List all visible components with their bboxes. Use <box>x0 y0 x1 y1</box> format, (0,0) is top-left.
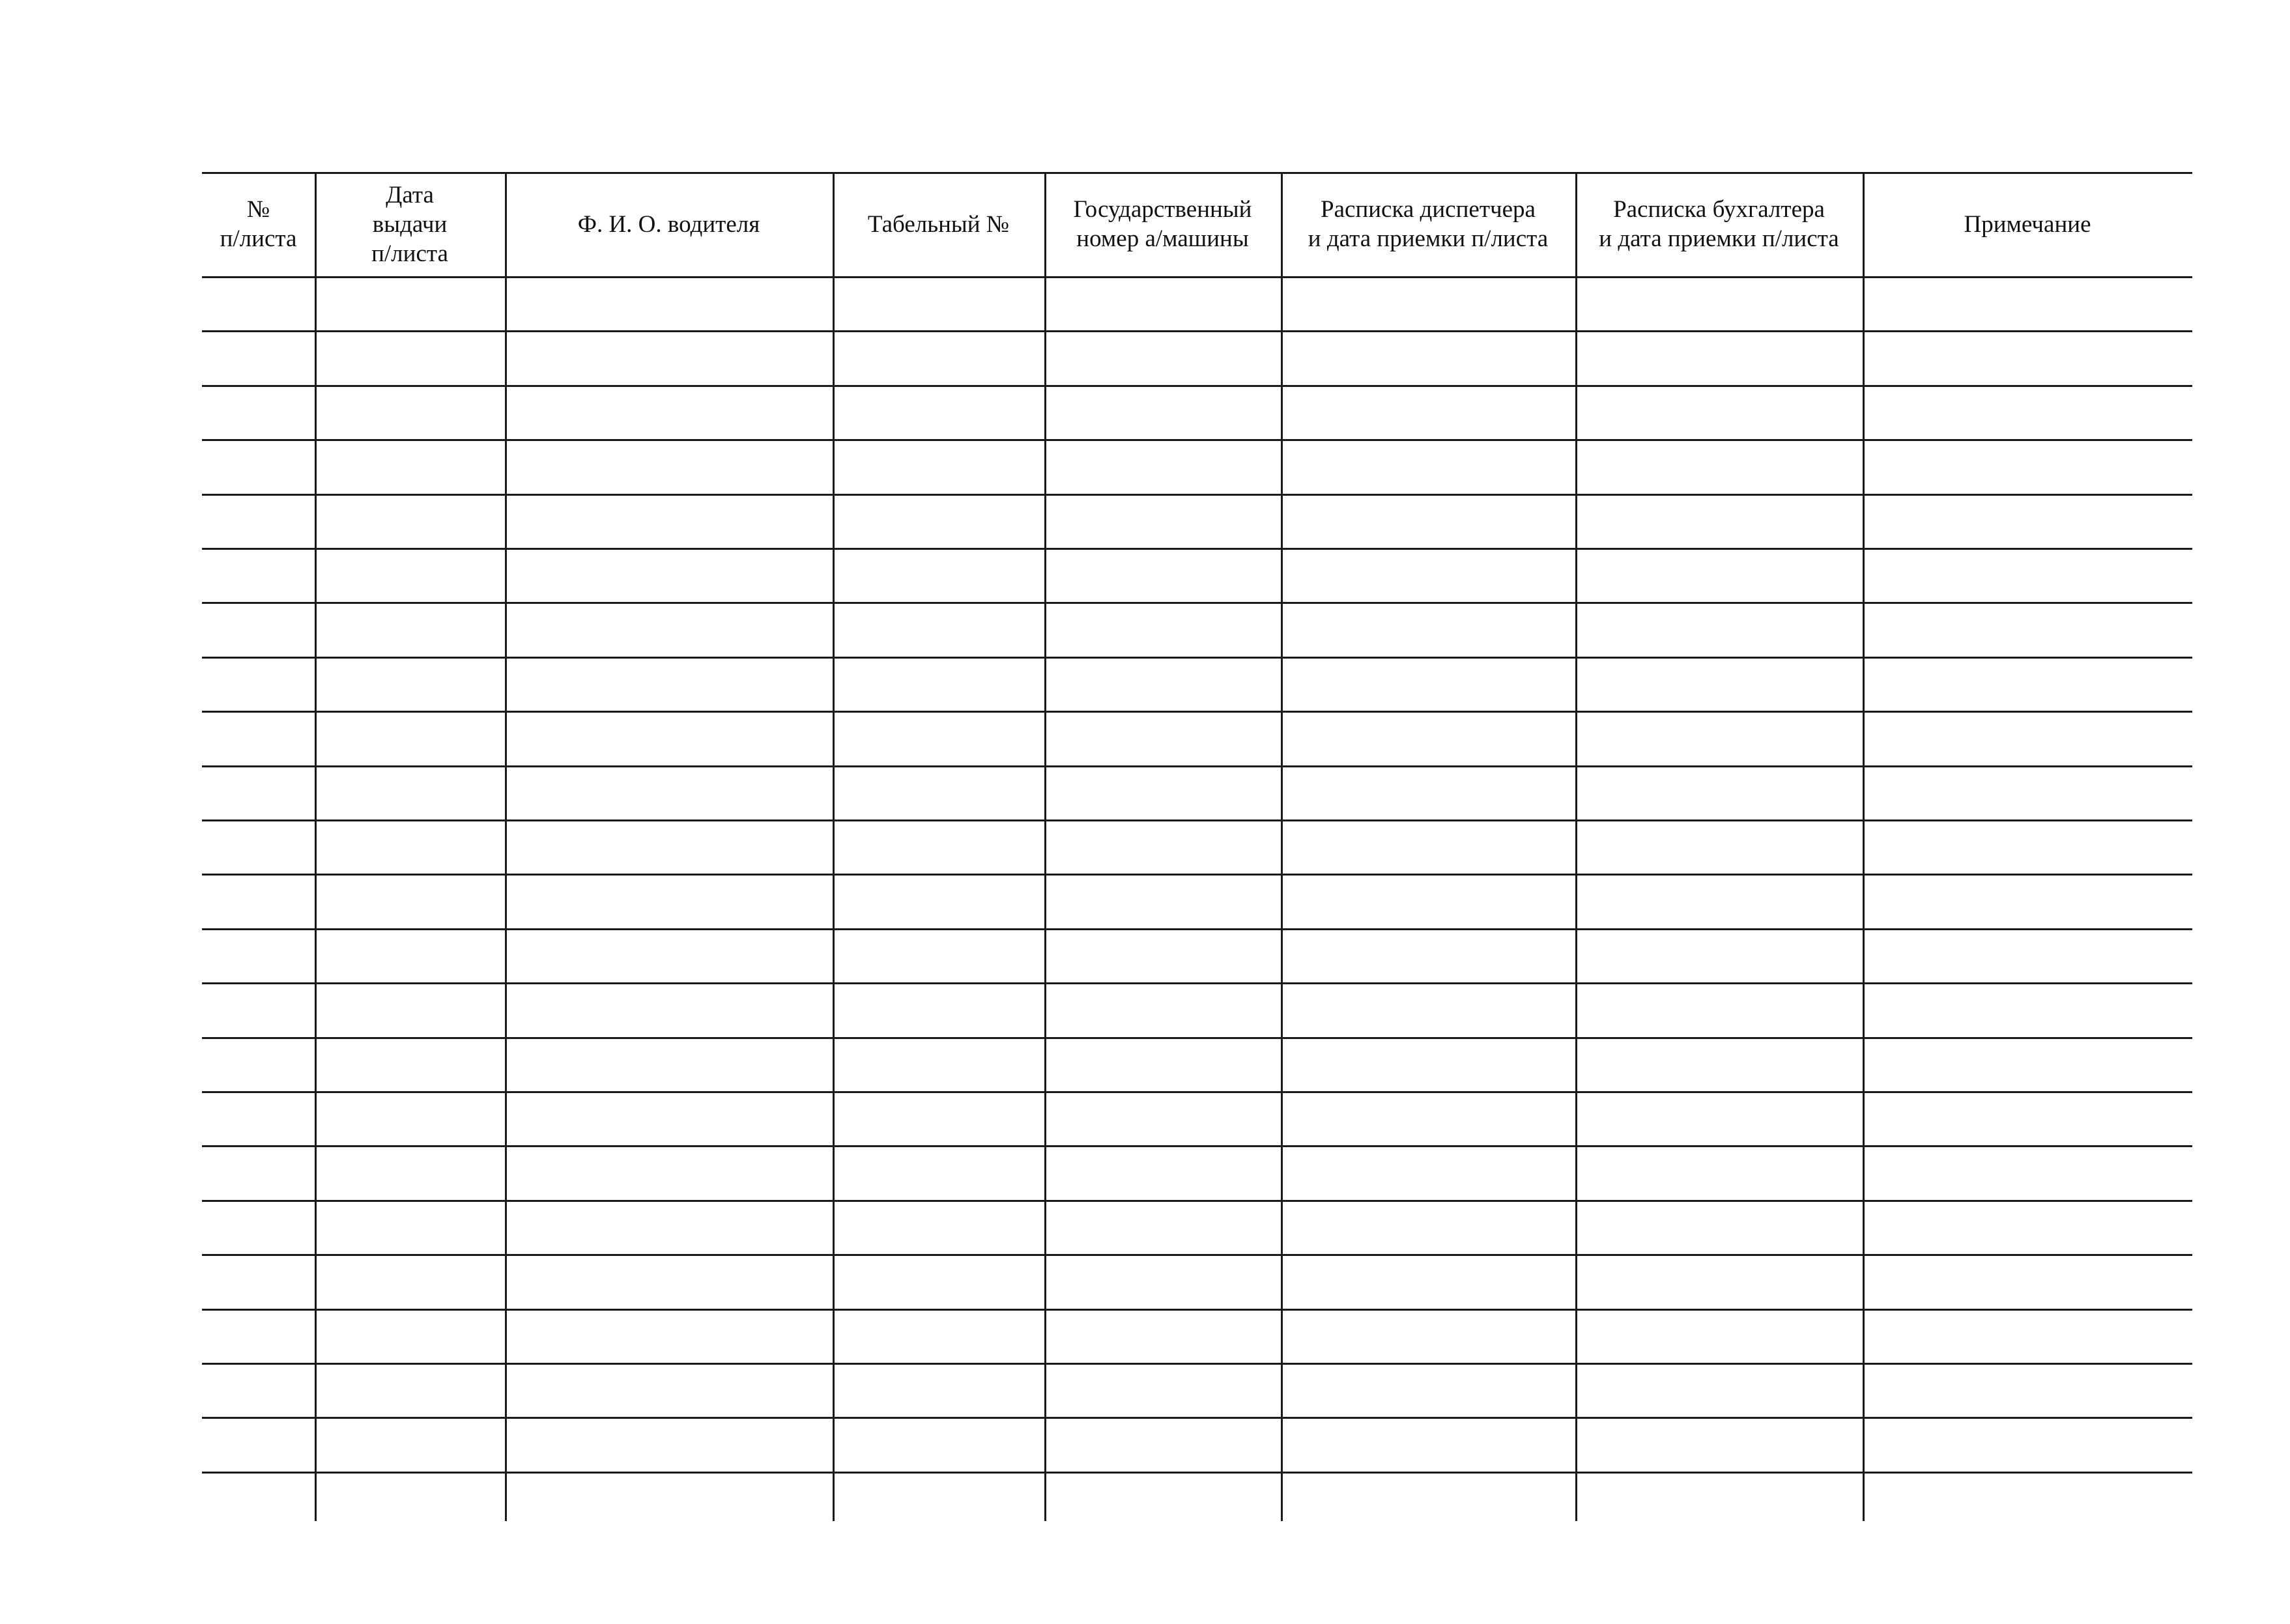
table-cell <box>507 984 833 1036</box>
table-cell <box>204 1039 315 1091</box>
table-cell <box>1865 1419 2192 1471</box>
table-cell <box>317 659 505 711</box>
header-label: Табельный № <box>867 210 1010 238</box>
table-cell <box>204 659 315 711</box>
table-cell <box>204 984 315 1036</box>
table-cell <box>1577 1093 1863 1145</box>
table-cell <box>1046 604 1281 656</box>
table-cell <box>1865 1365 2192 1417</box>
table-cell <box>835 1474 1044 1526</box>
table-cell <box>204 821 315 874</box>
table-cell <box>1283 387 1575 439</box>
table-cell <box>1577 1311 1863 1363</box>
table-cell <box>835 550 1044 602</box>
table-cell <box>1577 1474 1863 1526</box>
header-label: Дата выдачи п/листа <box>371 181 448 267</box>
header-column-accountant-receipt <box>1575 172 1863 276</box>
table-cell <box>1865 821 2192 874</box>
header-label: № п/листа <box>220 196 297 252</box>
table-cell <box>1865 659 2192 711</box>
table-cell <box>835 876 1044 928</box>
table-cell <box>1577 1419 1863 1471</box>
table-cell <box>1046 767 1281 819</box>
table-cell <box>1283 1202 1575 1254</box>
table-cell <box>1577 1147 1863 1199</box>
table-cell <box>317 713 505 765</box>
table-cell <box>835 930 1044 982</box>
table-cell <box>1046 1039 1281 1091</box>
table-cell <box>1865 713 2192 765</box>
header-column-issue-date <box>315 172 505 276</box>
table-cell <box>507 713 833 765</box>
table-cell <box>507 659 833 711</box>
table-cell <box>835 1365 1044 1417</box>
table-cell <box>507 387 833 439</box>
table-cell <box>507 767 833 819</box>
table-cell <box>1046 278 1281 330</box>
header-column-sheet-number <box>202 172 315 276</box>
header-column-driver-name <box>505 172 833 276</box>
table-cell <box>1046 930 1281 982</box>
table-cell <box>1046 713 1281 765</box>
table-cell <box>204 1147 315 1199</box>
table-cell <box>507 441 833 493</box>
table-cell <box>507 1365 833 1417</box>
table-cell <box>507 1311 833 1363</box>
table-cell <box>1283 332 1575 384</box>
table-cell <box>1865 984 2192 1036</box>
header-column-personnel-number <box>833 172 1044 276</box>
table-cell <box>1046 1256 1281 1308</box>
table-cell <box>1865 387 2192 439</box>
table-cell <box>1865 332 2192 384</box>
table-cell <box>204 713 315 765</box>
table-cell <box>1577 604 1863 656</box>
table-cell <box>1865 1093 2192 1145</box>
table-cell <box>317 278 505 330</box>
table-cell <box>204 1365 315 1417</box>
table-cell <box>1046 876 1281 928</box>
header-label: Государственный номер а/машины <box>1073 196 1252 252</box>
table-cell <box>1865 876 2192 928</box>
table-cell <box>1283 1474 1575 1526</box>
table-cell <box>204 387 315 439</box>
table-cell <box>835 387 1044 439</box>
table-cell <box>1577 767 1863 819</box>
table-cell <box>1577 713 1863 765</box>
table-cell <box>317 821 505 874</box>
table-cell <box>1865 1202 2192 1254</box>
table-cell <box>1577 387 1863 439</box>
table-cell <box>835 604 1044 656</box>
table-cell <box>1283 1093 1575 1145</box>
table-cell <box>204 332 315 384</box>
table-cell <box>507 821 833 874</box>
table-cell <box>835 1039 1044 1091</box>
table-cell <box>1046 1202 1281 1254</box>
table-cell <box>835 713 1044 765</box>
table-cell <box>317 1474 505 1526</box>
table-cell <box>1577 1202 1863 1254</box>
table-cell <box>835 1093 1044 1145</box>
table-cell <box>1865 441 2192 493</box>
table-cell <box>204 496 315 548</box>
table-cell <box>1865 767 2192 819</box>
table-cell <box>317 1311 505 1363</box>
table-cell <box>317 441 505 493</box>
table-cell <box>204 1311 315 1363</box>
table-cell <box>204 550 315 602</box>
table-cell <box>317 332 505 384</box>
table-cell <box>317 1202 505 1254</box>
table-cell <box>1577 1365 1863 1417</box>
table-cell <box>317 604 505 656</box>
table-cell <box>507 278 833 330</box>
table-cell <box>1283 1311 1575 1363</box>
table-cell <box>835 1311 1044 1363</box>
table-cell <box>507 876 833 928</box>
table-cell <box>1046 821 1281 874</box>
table-cell <box>507 1419 833 1471</box>
table-cell <box>204 278 315 330</box>
table-cell <box>835 496 1044 548</box>
table-cell <box>1577 1256 1863 1308</box>
table-cell <box>317 387 505 439</box>
table-cell <box>317 496 505 548</box>
table-cell <box>507 1202 833 1254</box>
table-cell <box>317 930 505 982</box>
table-cell <box>1577 332 1863 384</box>
table-cell <box>835 1419 1044 1471</box>
table-cell <box>1283 930 1575 982</box>
header-column-dispatcher-receipt <box>1281 172 1575 276</box>
table-cell <box>835 659 1044 711</box>
table-cell <box>1865 1147 2192 1199</box>
table-cell <box>1283 441 1575 493</box>
table-cell <box>1046 496 1281 548</box>
table-cell <box>835 821 1044 874</box>
table-cell <box>204 767 315 819</box>
table-cell <box>317 1419 505 1471</box>
table-cell <box>835 278 1044 330</box>
table-cell <box>507 1039 833 1091</box>
table-cell <box>1283 713 1575 765</box>
table-cell <box>1577 278 1863 330</box>
table-cell <box>317 1147 505 1199</box>
table-cell <box>835 1256 1044 1308</box>
header-column-note <box>1863 172 2192 276</box>
table-cell <box>317 767 505 819</box>
table-cell <box>1046 441 1281 493</box>
table-cell <box>1865 550 2192 602</box>
table-cell <box>1283 604 1575 656</box>
header-label: Примечание <box>1964 210 2091 238</box>
table-cell <box>507 1147 833 1199</box>
table-cell <box>835 767 1044 819</box>
table-cell <box>1865 604 2192 656</box>
table-cell <box>835 1147 1044 1199</box>
table-cell <box>1865 1039 2192 1091</box>
table-cell <box>1283 278 1575 330</box>
table-cell <box>835 332 1044 384</box>
table-cell <box>317 1093 505 1145</box>
table-top-border <box>202 172 2192 174</box>
table-cell <box>1283 496 1575 548</box>
table-cell <box>1046 550 1281 602</box>
table-cell <box>204 1202 315 1254</box>
table-cell <box>507 1256 833 1308</box>
table-cell <box>835 984 1044 1036</box>
table-cell <box>507 604 833 656</box>
table-cell <box>204 441 315 493</box>
table-cell <box>1046 1365 1281 1417</box>
table-cell <box>507 332 833 384</box>
table-cell <box>1283 1256 1575 1308</box>
table-cell <box>1283 1419 1575 1471</box>
table-cell <box>507 1093 833 1145</box>
table-cell <box>1046 1093 1281 1145</box>
table-cell <box>204 1093 315 1145</box>
table-cell <box>1283 1147 1575 1199</box>
table-cell <box>507 930 833 982</box>
table-cell <box>317 1039 505 1091</box>
header-label: Расписка бухгалтера и дата приемки п/листа <box>1599 196 1839 252</box>
table-cell <box>507 550 833 602</box>
table-cell <box>1283 984 1575 1036</box>
table-cell <box>1283 876 1575 928</box>
table-cell <box>1865 278 2192 330</box>
table-cell <box>1865 1474 2192 1526</box>
table-cell <box>1865 496 2192 548</box>
table-cell <box>1046 332 1281 384</box>
table-cell <box>1577 441 1863 493</box>
table-cell <box>204 604 315 656</box>
table-cell <box>317 984 505 1036</box>
table-cell <box>1577 496 1863 548</box>
table-cell <box>1283 767 1575 819</box>
table-cell <box>1865 930 2192 982</box>
table-cell <box>204 930 315 982</box>
table-cell <box>1577 930 1863 982</box>
table-cell <box>1283 550 1575 602</box>
table-cell <box>1283 1039 1575 1091</box>
table-cell <box>1577 821 1863 874</box>
table-cell <box>204 1474 315 1526</box>
table-cell <box>1577 550 1863 602</box>
table-cell <box>1046 659 1281 711</box>
table-cell <box>1577 1039 1863 1091</box>
table-cell <box>1046 1419 1281 1471</box>
table-cell <box>507 1474 833 1526</box>
header-label: Ф. И. О. водителя <box>577 210 760 238</box>
table-cell <box>1283 1365 1575 1417</box>
table-cell <box>317 550 505 602</box>
table-cell <box>835 441 1044 493</box>
table-cell <box>317 1256 505 1308</box>
table-cell <box>1046 387 1281 439</box>
table-cell <box>507 496 833 548</box>
table-cell <box>1046 1147 1281 1199</box>
table-cell <box>317 1365 505 1417</box>
header-column-vehicle-plate <box>1044 172 1281 276</box>
table-cell <box>1046 984 1281 1036</box>
table-cell <box>204 1419 315 1471</box>
table-cell <box>204 876 315 928</box>
table-cell <box>1577 984 1863 1036</box>
table-cell <box>1046 1311 1281 1363</box>
table-cell <box>1577 659 1863 711</box>
table-cell <box>1577 876 1863 928</box>
table-cell <box>1865 1311 2192 1363</box>
table-cell <box>835 1202 1044 1254</box>
table-cell <box>1046 1474 1281 1526</box>
table-cell <box>1283 659 1575 711</box>
table-cell <box>1865 1256 2192 1308</box>
table-cell <box>317 876 505 928</box>
table-cell <box>1283 821 1575 874</box>
header-label: Расписка диспетчера и дата приемки п/листа <box>1308 196 1549 252</box>
table-cell <box>204 1256 315 1308</box>
